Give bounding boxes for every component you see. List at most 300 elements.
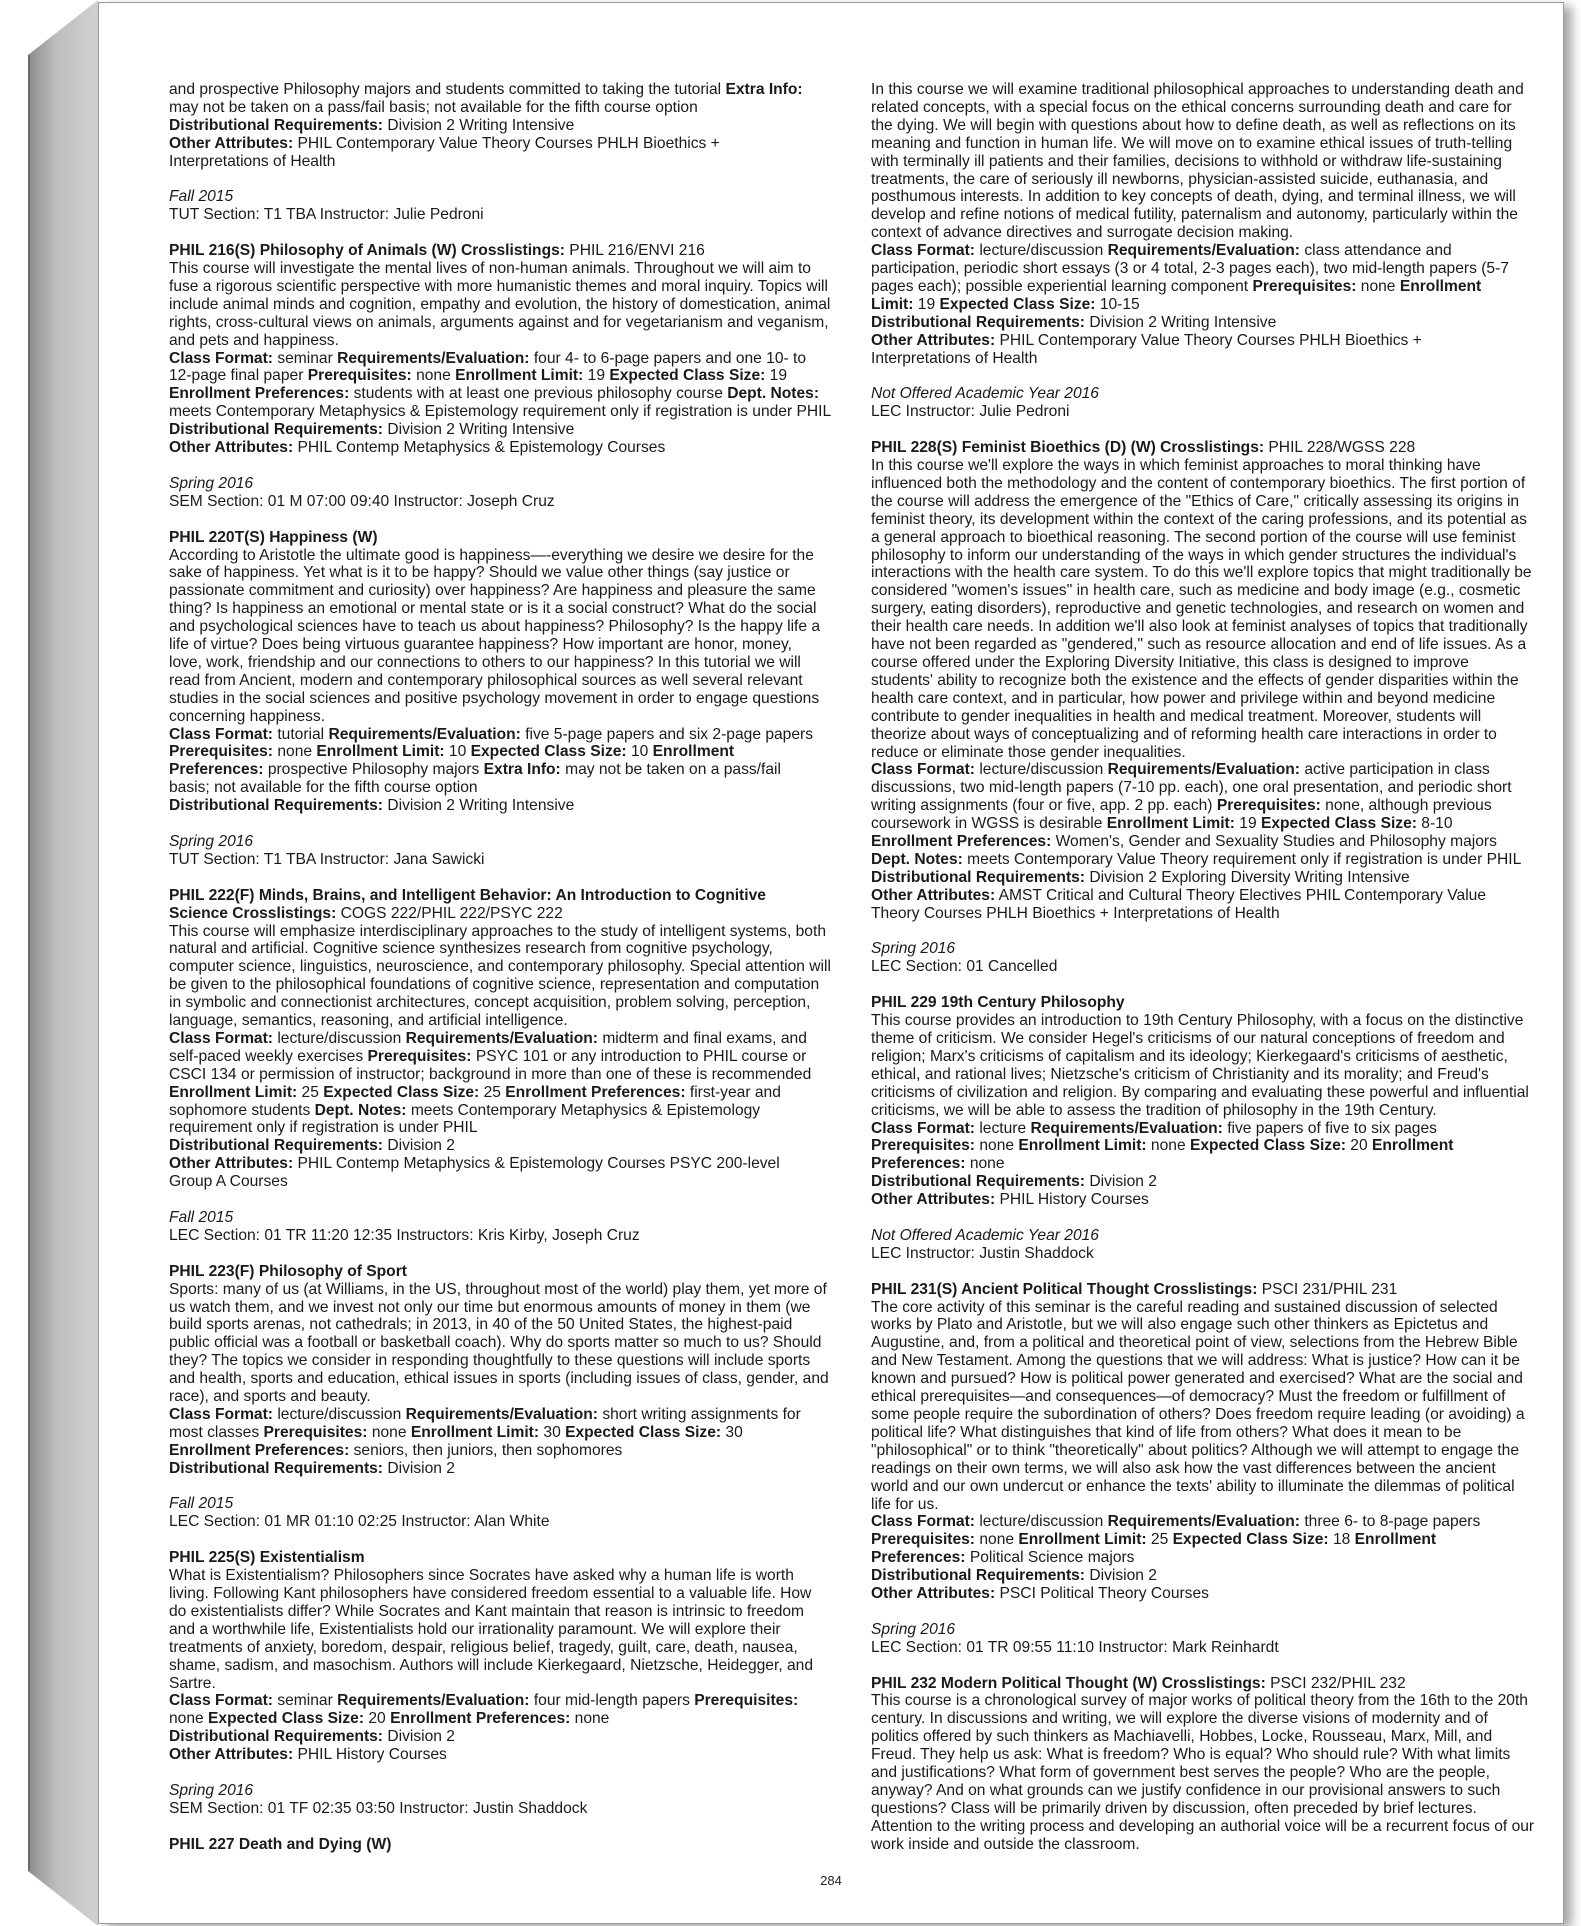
text-line — [871, 99, 1551, 117]
field-label: Enrollment Limit: — [455, 367, 584, 385]
text-run: prospective Philosophy majors — [263, 761, 484, 779]
text-line — [169, 1316, 849, 1334]
field-label: Preferences: — [871, 1549, 966, 1567]
text-run: none — [975, 1137, 1019, 1155]
text-run: include animal minds and cognition, empathy and evolution, the history of domestication, animal — [169, 295, 831, 313]
field-label: Other Attributes: — [169, 439, 294, 457]
text-line — [871, 1030, 1551, 1048]
text-run: pages each); possible experiential learning component — [871, 277, 1253, 295]
text-line — [169, 1102, 849, 1120]
text-line — [871, 1155, 1551, 1173]
text-line — [871, 350, 1551, 368]
text-run: considered "women's issues" in health care, such as medicine and body image (e.g., cosmetic — [871, 582, 1521, 600]
text-run: SEM Section: 01 M 07:00 09:40 Instructor: Joseph Cruz — [169, 492, 555, 510]
text-line — [871, 1424, 1551, 1442]
text-run: Division 2 Writing Intensive — [383, 116, 575, 134]
text-run: influenced both the methodology and the content of contemporary bioethics. The first portion of — [871, 474, 1526, 492]
text-run: students with at least one previous philosophy course — [349, 385, 728, 403]
text-line — [871, 153, 1551, 171]
text-run: Sartre. — [169, 1674, 216, 1692]
text-line — [169, 654, 849, 672]
text-line — [871, 278, 1551, 296]
text-run: Division 2 — [383, 1137, 455, 1155]
course-entry — [169, 529, 849, 816]
text-run: 10 — [444, 743, 471, 761]
text-line — [871, 618, 1551, 636]
course-entry — [169, 887, 849, 1191]
text-run: they? The topics we consider in responding thoughtfully to these questions will include sports — [169, 1352, 811, 1370]
text-run: 12-page final paper — [169, 367, 308, 385]
text-line — [169, 1227, 849, 1245]
text-run: This course is a chronological survey of major works of political theory from the 16th to the 20th — [871, 1692, 1528, 1710]
text-run: This course will investigate the mental lives of non-human animals. Throughout we will aim to — [169, 260, 811, 278]
text-line — [871, 493, 1551, 511]
field-label: Class Format: — [169, 349, 273, 367]
course-entry — [871, 439, 1551, 922]
text-line — [169, 99, 849, 117]
text-line — [871, 726, 1551, 744]
text-run: Division 2 — [1085, 1173, 1157, 1191]
field-label: Expected Class Size: — [208, 1710, 365, 1728]
text-run: lecture/discussion — [975, 761, 1108, 779]
text-run: LEC Instructor: Justin Shaddock — [871, 1244, 1094, 1262]
text-run: lecture — [975, 1119, 1031, 1137]
text-line — [169, 1334, 849, 1352]
course-entry — [169, 81, 849, 171]
text-run: a general approach to bioethical reasoning. The second portion of the course will use feminist — [871, 528, 1516, 546]
text-run: with terminally ill patients and their families, decisions to withhold or withdraw life-sustaining — [871, 152, 1502, 170]
field-label: Preferences: — [871, 1155, 966, 1173]
field-label: Enrollment Preferences: — [169, 1441, 350, 1459]
text-line — [871, 833, 1551, 851]
text-run: criticisms of civilization and religion. By comparing and evaluating these powerful and influential — [871, 1083, 1529, 1101]
term-label: Fall 2015 — [169, 188, 234, 206]
text-line — [871, 188, 1551, 206]
text-line — [169, 117, 849, 135]
text-run: According to Aristotle the ultimate good is happiness—-everything we desire we desire for the — [169, 546, 814, 564]
field-label: Class Format: — [871, 242, 975, 260]
text-line — [871, 815, 1551, 833]
text-line — [871, 744, 1551, 762]
text-run: writing assignments (four or five, app. 2 pp. each) — [871, 797, 1217, 815]
term-label: Spring 2016 — [169, 832, 254, 850]
text-run: PSCI 232/PHIL 232 — [1270, 1674, 1406, 1692]
text-line — [871, 1746, 1551, 1764]
text-line — [169, 314, 849, 332]
text-run: world and our own undercut or enhance the texts' ability to illuminate the dilemmas of political — [871, 1477, 1515, 1495]
course-entry — [871, 81, 1551, 368]
text-run: active participation in class — [1299, 761, 1490, 779]
text-line — [169, 135, 849, 153]
text-line — [871, 779, 1551, 797]
field-label: Enrollment — [652, 743, 735, 761]
text-line — [871, 1245, 1551, 1263]
text-line — [871, 1352, 1551, 1370]
field-label: Distributional Requirements: — [871, 1173, 1086, 1191]
text-line — [169, 1012, 849, 1030]
text-line — [169, 1424, 849, 1442]
text-line — [169, 1299, 849, 1317]
text-run: five 5-page papers and six 2-page papers — [520, 725, 813, 743]
text-run: 30 — [539, 1423, 566, 1441]
text-line — [871, 1370, 1551, 1388]
text-run: Freud. They help us ask: What is freedom? Who is equal? Who should rule? With what limits — [871, 1746, 1511, 1764]
field-label: Enrollment — [1354, 1531, 1437, 1549]
field-label: Requirements/Evaluation: — [405, 1029, 598, 1047]
term-label: Spring 2016 — [169, 1781, 254, 1799]
field-label: Distributional Requirements: — [169, 421, 384, 439]
text-run: students' ability to recognize both the existence and the effects of gender disparities within the — [871, 671, 1519, 689]
text-run: philosophy to inform our understanding of the ways in which gender structures the individual's — [871, 546, 1517, 564]
text-run: context of advance directives and surrogate decision making. — [871, 224, 1294, 242]
text-run: LEC Section: 01 Cancelled — [871, 958, 1058, 976]
section-listing — [169, 1495, 849, 1531]
text-run: "philosophical" or to think "theoretically" about politics? Although we will attempt to engage the — [871, 1441, 1520, 1459]
text-line — [169, 278, 849, 296]
text-line — [169, 1173, 849, 1191]
left-column — [169, 81, 849, 1871]
course-entry — [169, 242, 849, 457]
text-line — [169, 1746, 849, 1764]
text-run: PHIL Contemp Metaphysics & Epistemology Courses PSYC 200-level — [293, 1155, 780, 1173]
text-run: CSCI 134 or permission of instructor; background in more than one of these is recommended — [169, 1065, 812, 1083]
text-line — [169, 1281, 849, 1299]
text-run: posthumous interests. In addition to key concepts of death, dying, and terminal illness, we will — [871, 188, 1516, 206]
text-line — [871, 1836, 1551, 1854]
text-run: computer science, linguistics, neuroscience, and contemporary philosophy. Special attention will — [169, 958, 831, 976]
text-run: PSCI Political Theory Courses — [995, 1585, 1209, 1603]
field-label: Expected Class Size: — [470, 743, 627, 761]
text-run: love, work, friendship and our connections to others to our happiness? In this tutorial we will — [169, 653, 801, 671]
text-run: 8-10 — [1416, 815, 1453, 833]
text-line — [871, 1173, 1551, 1191]
text-run: midterm and final exams, and — [597, 1029, 807, 1047]
text-run: in symbolic and connectionist architectures, concept acquisition, problem solving, perception, — [169, 994, 811, 1012]
text-run: course offered under the Exploring Diversity Initiative, this class is designed to improve — [871, 653, 1469, 671]
text-run: living. Following Kant philosophers have considered freedom essential to a valuable life. How — [169, 1584, 812, 1602]
text-run: meets Contemporary Metaphysics & Epistemology requirement only if registration is under PHIL — [169, 403, 832, 421]
section-listing — [169, 1209, 849, 1245]
text-line — [871, 117, 1551, 135]
text-run: may not be taken on a pass/fail — [560, 761, 781, 779]
text-run: Division 2 Writing Intensive — [1085, 313, 1277, 331]
text-line — [871, 1585, 1551, 1603]
field-label: Class Format: — [871, 1513, 975, 1531]
field-label: Distributional Requirements: — [169, 1137, 384, 1155]
text-line — [169, 1084, 849, 1102]
text-run: coursework in WGSS is desirable — [871, 815, 1107, 833]
text-run: four 4- to 6-page papers and one 10- to — [529, 349, 807, 367]
field-label: Enrollment Preferences: — [505, 1083, 686, 1101]
section-listing — [169, 188, 849, 224]
field-label: Distributional Requirements: — [871, 868, 1086, 886]
text-run: Augustine, and, from a political and theoretical point of view, selections from the Hebrew Bible — [871, 1334, 1518, 1352]
text-line — [871, 1299, 1551, 1317]
text-run: and pets and happiness. — [169, 331, 339, 349]
text-line — [871, 135, 1551, 153]
field-label: Class Format: — [169, 1692, 273, 1710]
text-line — [169, 332, 849, 350]
text-run: some people require the subordination of others? Does freedom require leading (or avoiding) a — [871, 1405, 1525, 1423]
text-run: requirement only if registration is under PHIL — [169, 1119, 478, 1137]
text-line — [169, 761, 849, 779]
field-label: Other Attributes: — [169, 1155, 294, 1173]
text-run: TUT Section: T1 TBA Instructor: Julie Pedroni — [169, 206, 484, 224]
text-line — [169, 403, 849, 421]
text-line — [169, 1836, 849, 1854]
text-run: 25 — [479, 1083, 506, 1101]
text-line — [871, 636, 1551, 654]
text-line — [169, 1066, 849, 1084]
text-run: none — [1146, 1137, 1190, 1155]
text-run: four mid-length papers — [529, 1692, 695, 1710]
text-run: none — [367, 1423, 411, 1441]
text-run: PHIL Contemp Metaphysics & Epistemology Courses — [293, 439, 666, 457]
text-line — [871, 260, 1551, 278]
text-run: political life? What distinguishes that kind of life from others? What does it mean to be — [871, 1423, 1462, 1441]
field-label: Distributional Requirements: — [871, 1567, 1086, 1585]
text-run: three 6- to 8-page papers — [1299, 1513, 1481, 1531]
text-line — [871, 1728, 1551, 1746]
text-line — [169, 1263, 849, 1281]
text-run: natural and artificial. Cognitive science synthesizes research from cognitive psychology, — [169, 940, 773, 958]
text-run: none — [411, 367, 456, 385]
field-label: Expected Class Size: — [1172, 1531, 1329, 1549]
text-line — [169, 708, 849, 726]
term-label: Not Offered Academic Year 2016 — [871, 385, 1099, 403]
field-label: Class Format: — [169, 725, 273, 743]
field-label: Requirements/Evaluation: — [1030, 1119, 1223, 1137]
field-label: Prerequisites: — [694, 1692, 799, 1710]
text-line — [169, 421, 849, 439]
text-line — [871, 869, 1551, 887]
field-label: Enrollment Limit: — [316, 743, 445, 761]
text-run: LEC Section: 01 TR 09:55 11:10 Instructor: Mark Reinhardt — [871, 1638, 1279, 1656]
text-line — [871, 1066, 1551, 1084]
text-line — [169, 636, 849, 654]
text-run: Theory Courses PHLH Bioethics + Interpretations of Health — [871, 904, 1280, 922]
text-line — [871, 1120, 1551, 1138]
field-label: Dept. Notes: — [314, 1101, 407, 1119]
text-run: tutorial — [273, 725, 329, 743]
text-line — [871, 600, 1551, 618]
text-run: short writing assignments for — [597, 1405, 801, 1423]
text-line — [871, 1567, 1551, 1585]
text-run: Women's, Gender and Sexuality Studies and Philosophy majors — [1051, 833, 1497, 851]
field-label: Prerequisites: — [367, 1047, 472, 1065]
text-line — [169, 994, 849, 1012]
field-label: Prerequisites: — [871, 1137, 976, 1155]
field-label: Prerequisites: — [1252, 277, 1357, 295]
text-line — [871, 1710, 1551, 1728]
text-line — [871, 1191, 1551, 1209]
text-line — [169, 1119, 849, 1137]
text-line — [169, 1567, 849, 1585]
field-label: Prerequisites: — [307, 367, 412, 385]
text-run: thing? Is happiness an emotional or mental state or is it a social construct? What do the social — [169, 600, 817, 618]
text-line — [871, 224, 1551, 242]
text-line — [871, 439, 1551, 457]
field-label: Distributional Requirements: — [169, 1459, 384, 1477]
text-run: none — [273, 743, 317, 761]
text-line — [169, 1675, 849, 1693]
text-line — [169, 1513, 849, 1531]
text-run: reduce or eliminate those gender inequalities. — [871, 743, 1186, 761]
text-run: questions? Class will be primarily driven by discussion, often preceded by brief lectures. — [871, 1799, 1477, 1817]
text-line — [169, 887, 849, 905]
term-label: Not Offered Academic Year 2016 — [871, 1226, 1099, 1244]
field-label: PHIL 232 Modern Political Thought (W) Crosslistings: — [871, 1674, 1271, 1692]
text-run: 10-15 — [1095, 295, 1140, 313]
text-line — [169, 1585, 849, 1603]
text-run: religion; Marx's criticisms of capitalism and its ideology; Kierkegaard's criticisms of aesthetic, — [871, 1047, 1508, 1065]
text-run: Division 2 Exploring Diversity Writing Intensive — [1085, 868, 1410, 886]
text-line — [871, 529, 1551, 547]
text-line — [169, 529, 849, 547]
text-line — [871, 654, 1551, 672]
text-line — [871, 797, 1551, 815]
text-run: have not been regarded as "gendered," such as resource allocation and end of life issues. As a — [871, 636, 1527, 654]
field-label: Enrollment — [1399, 277, 1482, 295]
term-label: Fall 2015 — [169, 1495, 234, 1513]
catalog-page — [98, 2, 1564, 1924]
text-line — [169, 958, 849, 976]
text-run: and a worthwhile life, Existentialists hold our irrationality paramount. We will explore their — [169, 1620, 781, 1638]
text-run: Group A Courses — [169, 1173, 288, 1191]
text-run: the course will address the emergence of the "Ethics of Care," critically assessing its origins in — [871, 492, 1520, 510]
text-line — [169, 923, 849, 941]
text-run: and prospective Philosophy majors and students committed to taking the tutorial — [169, 81, 726, 98]
text-run: meets Contemporary Metaphysics & Epistemology — [406, 1101, 761, 1119]
text-line — [169, 350, 849, 368]
field-label: Other Attributes: — [169, 1746, 294, 1764]
text-line — [169, 1370, 849, 1388]
text-line — [169, 242, 849, 260]
text-line — [169, 1048, 849, 1066]
text-line — [871, 314, 1551, 332]
field-label: Other Attributes: — [871, 1585, 996, 1603]
text-run: PHIL 216/ENVI 216 — [569, 242, 705, 260]
text-run: concerning happiness. — [169, 707, 326, 725]
field-label: Extra Info: — [725, 81, 803, 98]
text-line — [169, 797, 849, 815]
text-run: none — [975, 1531, 1019, 1549]
text-run: work inside and outside the classroom. — [871, 1835, 1140, 1853]
text-line — [169, 1710, 849, 1728]
text-run: ethical prerequisites—and consequences—of democracy? Must the freedom or fulfillment of — [871, 1388, 1506, 1406]
text-line — [871, 1639, 1551, 1657]
course-entry — [871, 1675, 1551, 1854]
text-line — [871, 171, 1551, 189]
book-spine-edge — [28, 55, 30, 1871]
field-label: Expected Class Size: — [1189, 1137, 1346, 1155]
text-line — [871, 690, 1551, 708]
field-label: Expected Class Size: — [939, 295, 1096, 313]
field-label: Enrollment Limit: — [1018, 1531, 1147, 1549]
text-line — [871, 1388, 1551, 1406]
text-run: The core activity of this seminar is the careful reading and sustained discussion of selected — [871, 1298, 1498, 1316]
text-run: develop and refine notions of medical futility, paternalism and autonomy, particularly within the — [871, 206, 1518, 224]
field-label: Expected Class Size: — [609, 367, 766, 385]
course-entry — [871, 1281, 1551, 1603]
text-line — [871, 958, 1551, 976]
text-run: COGS 222/PHIL 222/PSYC 222 — [340, 904, 563, 922]
text-line — [169, 851, 849, 869]
text-run: lecture/discussion — [273, 1029, 406, 1047]
text-run: five papers of five to six pages — [1222, 1119, 1437, 1137]
text-run: basis; not available for the fifth course option — [169, 779, 478, 797]
text-run: surgery, eating disorders), reproductive and genetic technologies, and research on women and — [871, 600, 1525, 618]
text-line — [871, 1102, 1551, 1120]
text-run: AMST Critical and Cultural Theory Electives PHIL Contemporary Value — [995, 886, 1487, 904]
field-label: Distributional Requirements: — [169, 797, 384, 815]
text-run: Division 2 — [383, 1728, 455, 1746]
text-run: TUT Section: T1 TBA Instructor: Jana Sawicki — [169, 850, 485, 868]
field-label: Distributional Requirements: — [169, 1728, 384, 1746]
field-label: Requirements/Evaluation: — [1107, 1513, 1300, 1531]
text-run: discussions, two mid-length papers (7-10 pp. each), one oral presentation, and periodic short — [871, 779, 1512, 797]
text-line — [169, 1030, 849, 1048]
text-line — [871, 242, 1551, 260]
field-label: PHIL 220T(S) Happiness (W) — [169, 528, 378, 546]
text-run: anyway? And on what grounds can we justify confidence in our provisional answers to such — [871, 1781, 1501, 1799]
field-label: Dept. Notes: — [871, 850, 963, 868]
text-run: meaning and function in human life. We will move on to examine ethical issues of truth-telling — [871, 134, 1513, 152]
text-run: their health care needs. In addition we'll also look at feminist analyses of topics that traditionally — [871, 618, 1528, 636]
text-run: passionate commitment and curiosity) over happiness? Are happiness and pleasure the same — [169, 582, 816, 600]
text-run: participation, periodic short essays (3 or 4 total, 2-3 pages each), two mid-length papers (5-7 — [871, 260, 1509, 278]
text-line — [169, 1352, 849, 1370]
text-run: public official was a football or basketball coach). Why do sports matter so much to us? Should — [169, 1334, 822, 1352]
text-line — [169, 385, 849, 403]
field-label: Prerequisites: — [263, 1423, 368, 1441]
field-label: Requirements/Evaluation: — [337, 349, 530, 367]
text-run: This course provides an introduction to 19th Century Philosophy, with a focus on the distinctive — [871, 1012, 1524, 1030]
field-label: Limit: — [871, 295, 914, 313]
text-line — [169, 582, 849, 600]
text-line — [169, 1728, 849, 1746]
text-run: PHIL 228/WGSS 228 — [1268, 439, 1416, 457]
text-run: do existentialists differ? While Socrates and Kant maintain that reason is intrinsic to freedom — [169, 1602, 805, 1620]
text-run: treatments, the care of seriously ill newborns, physician-assisted suicide, euthanasia, and — [871, 170, 1489, 188]
text-run: may not be taken on a pass/fail basis; not available for the fifth course option — [169, 98, 698, 116]
text-run: Political Science majors — [965, 1549, 1135, 1567]
term-label: Spring 2016 — [871, 1620, 956, 1638]
text-line — [871, 1549, 1551, 1567]
field-label: Expected Class Size: — [1260, 815, 1417, 833]
text-line — [871, 1406, 1551, 1424]
text-line — [871, 887, 1551, 905]
text-line — [871, 1782, 1551, 1800]
text-run: shame, sadism, and masochism. Authors will include Kierkegaard, Nietzsche, Heidegger, and — [169, 1656, 813, 1674]
text-line — [871, 1442, 1551, 1460]
text-run: known and pursued? How is political power generated and exercised? What are the social and — [871, 1370, 1523, 1388]
text-line — [871, 672, 1551, 690]
text-run: LEC Section: 01 MR 01:10 02:25 Instructor: Alan White — [169, 1513, 550, 1531]
text-line — [169, 153, 849, 171]
text-run: Division 2 Writing Intensive — [383, 797, 575, 815]
field-label: Enrollment Limit: — [1018, 1137, 1147, 1155]
text-run: life for us. — [871, 1495, 939, 1513]
field-label: Other Attributes: — [871, 331, 996, 349]
field-label: PHIL 229 19th Century Philosophy — [871, 994, 1125, 1012]
text-run: PHIL Contemporary Value Theory Courses PHLH Bioethics + — [293, 134, 720, 152]
text-run: 19 — [1234, 815, 1261, 833]
text-run: lecture/discussion — [273, 1405, 406, 1423]
text-line — [871, 332, 1551, 350]
text-run: related concepts, with a special focus on the ethical concerns surrounding death and care for — [871, 98, 1512, 116]
text-run: rights, cross-cultural views on animals, arguments against and for vegetarianism and veganism, — [169, 313, 829, 331]
